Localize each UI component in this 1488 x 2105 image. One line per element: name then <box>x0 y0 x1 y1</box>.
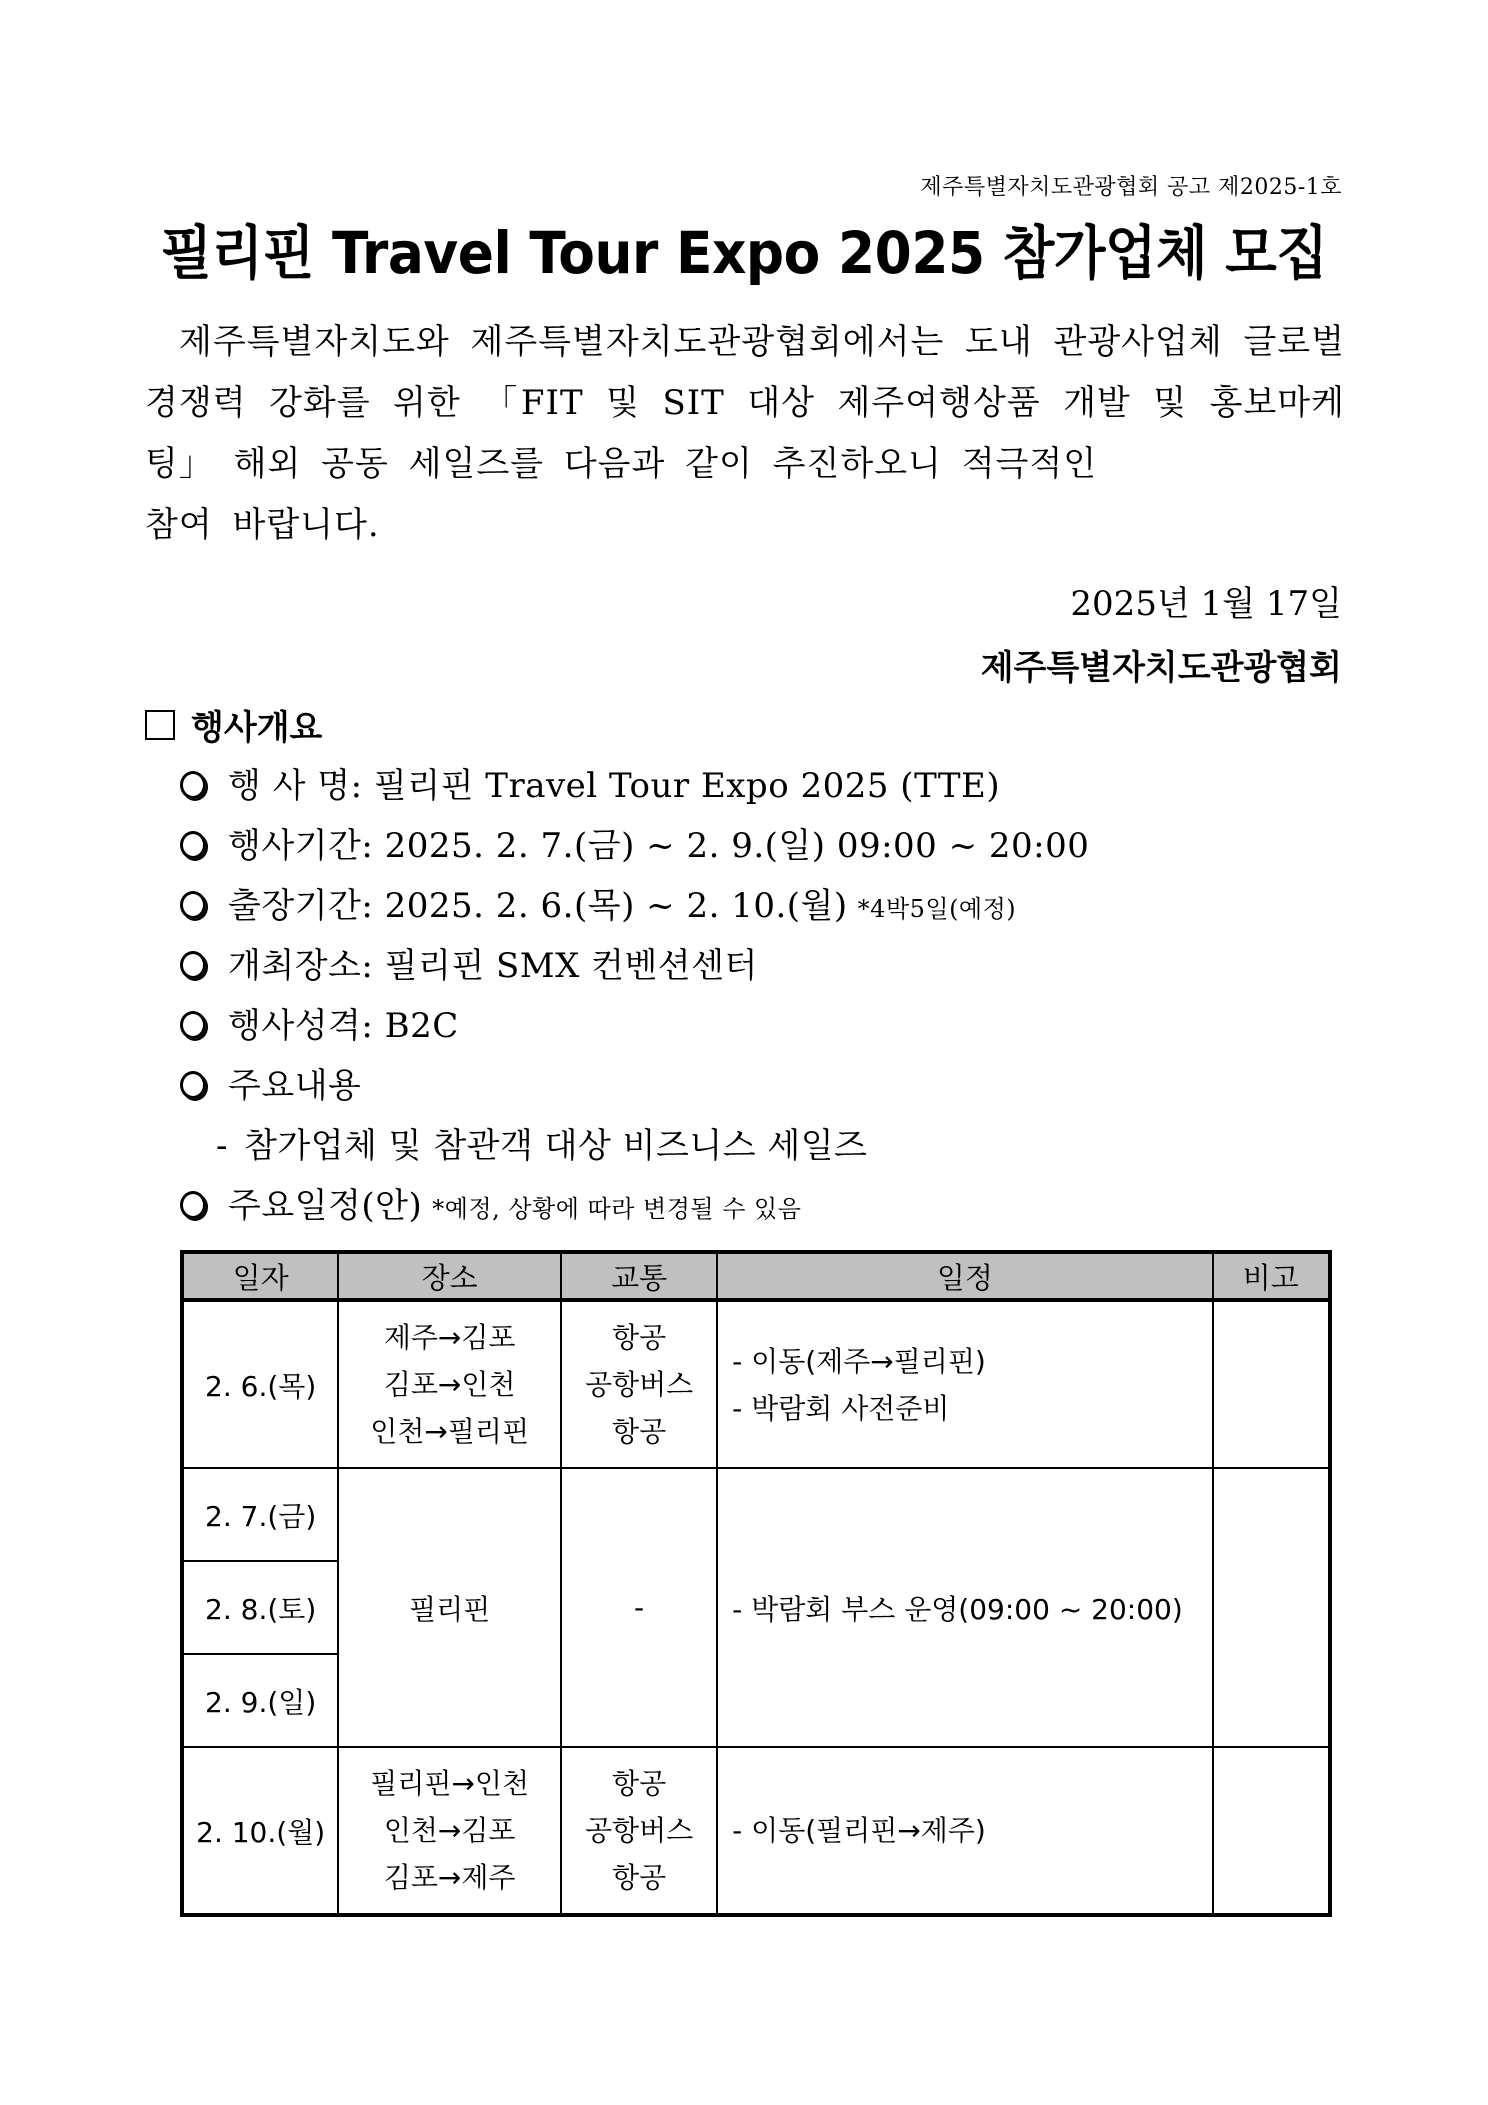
table-row <box>182 1300 1330 1468</box>
table-header-row <box>182 1252 1330 1300</box>
cell-date: 2. 6.(목) <box>182 1300 338 1468</box>
column-header-transport: 교통 <box>561 1252 717 1300</box>
item-value: 2025. 2. 7.(금) ~ 2. 9.(일) 09:00 ~ 20:00 <box>384 826 1090 866</box>
dash-bullet: - <box>216 1126 228 1166</box>
transport-line: 항공 <box>612 1321 667 1354</box>
cell-schedule <box>717 1300 1212 1468</box>
section-heading-text: 행사개요 <box>191 708 323 748</box>
table-row <box>182 1468 1330 1561</box>
transport-line: 공항버스 <box>584 1368 694 1401</box>
list-item-venue: 개최장소 : 필리핀 SMX 컨벤션센터 <box>180 938 1089 998</box>
item-value: 필리핀 Travel Tour Expo 2025 (TTE) <box>373 766 1001 806</box>
cell-remarks <box>1213 1747 1330 1915</box>
column-header-place: 장소 <box>338 1252 561 1300</box>
column-header-date: 일자 <box>182 1252 338 1300</box>
item-label: 주요내용 <box>228 1066 362 1106</box>
list-item-trip-period: 출장기간 : 2025. 2. 6.(목) ~ 2. 10.(월) *4박5일(예정) <box>180 878 1089 938</box>
cell-remarks <box>1213 1468 1330 1747</box>
overview-list <box>180 758 1089 1238</box>
place-line: 김포→제주 <box>383 1861 516 1894</box>
item-label: 행 사 명 <box>228 766 351 806</box>
circle-bullet-icon <box>180 951 206 979</box>
intro-line: 참여 바랍니다. <box>145 505 380 545</box>
cell-transport <box>561 1747 717 1915</box>
item-note: *예정, 상황에 따라 변경될 수 있음 <box>432 1195 802 1223</box>
cell-date: 2. 7.(금) <box>182 1468 338 1561</box>
cell-place: 필리핀 <box>338 1468 561 1747</box>
item-label: 개최장소 <box>228 946 362 986</box>
list-item-schedule <box>180 1178 1089 1238</box>
cell-date: 2. 8.(토) <box>182 1561 338 1654</box>
item-label: 출장기간 <box>228 886 362 926</box>
circle-bullet-icon <box>180 831 206 859</box>
transport-line: 항공 <box>612 1767 667 1800</box>
column-header-remarks: 비고 <box>1213 1252 1330 1300</box>
transport-line: 공항버스 <box>584 1814 694 1847</box>
cell-date: 2. 9.(일) <box>182 1654 338 1747</box>
intro-line: 글로벌 경쟁력 강화를 위한 「FIT 및 SIT 대상 제주여행상품 개발 및 <box>145 322 1345 423</box>
circle-bullet-icon <box>180 1011 206 1039</box>
list-item-event-period: 행사기간 : 2025. 2. 7.(금) ~ 2. 9.(일) 09:00 ~ 20:00 <box>180 818 1089 878</box>
circle-bullet-icon <box>180 771 206 799</box>
subitem-text: 참가업체 및 참관객 대상 비즈니스 세일즈 <box>244 1126 868 1166</box>
square-bullet-icon <box>145 710 175 740</box>
intro-line: 홍보마케팅」 해외 공동 세일즈를 다음과 같이 추진하오니 적극적인 <box>145 383 1345 484</box>
item-label: 행사성격 <box>228 1006 362 1046</box>
place-line: 제주→김포 <box>383 1321 516 1354</box>
cell-place <box>338 1747 561 1915</box>
circle-bullet-icon <box>180 1191 206 1219</box>
cell-schedule: - 박람회 부스 운영(09:00 ~ 20:00) <box>717 1468 1212 1747</box>
cell-schedule <box>717 1747 1212 1915</box>
place-line: 인천→필리핀 <box>370 1415 529 1448</box>
place-line: 인천→김포 <box>383 1814 516 1847</box>
issuing-organization: 제주특별자치도관광협회 <box>980 648 1342 688</box>
item-label: 행사기간 <box>228 826 362 866</box>
table-row <box>182 1747 1330 1915</box>
schedule-line: - 이동(필리핀→제주) <box>732 1814 986 1847</box>
column-header-schedule: 일정 <box>717 1252 1212 1300</box>
intro-line: 제주특별자치도와 제주특별자치도관광협회에서는 도내 관광사업체 <box>179 322 1223 362</box>
list-item-main-content <box>180 1058 1089 1118</box>
circle-bullet-icon <box>180 891 206 919</box>
list-item-event-type: 행사성격 : B2C <box>180 998 1089 1058</box>
section-heading-overview <box>145 700 322 749</box>
schedule-line: - 이동(제주→필리핀) <box>732 1344 986 1378</box>
intro-paragraph <box>145 312 1345 556</box>
announcement-date: 2025년 1월 17일 <box>1070 584 1342 624</box>
place-line: 김포→인천 <box>383 1368 516 1401</box>
circle-bullet-icon <box>180 1071 206 1099</box>
item-value: 필리핀 SMX 컨벤션센터 <box>384 946 758 986</box>
cell-transport <box>561 1300 717 1468</box>
page-title: 필리핀 Travel Tour Expo 2025 참가업체 모집 <box>160 219 1328 287</box>
schedule-line: - 박람회 사전준비 <box>732 1391 950 1425</box>
cell-place <box>338 1300 561 1468</box>
cell-transport: - <box>561 1468 717 1747</box>
item-note: *4박5일(예정) <box>857 895 1017 923</box>
transport-line: 항공 <box>612 1415 667 1448</box>
notice-number: 제주특별자치도관광협회 공고 제2025-1호 <box>920 175 1342 200</box>
cell-date: 2. 10.(월) <box>182 1747 338 1915</box>
item-value: 2025. 2. 6.(목) ~ 2. 10.(월) <box>384 886 848 926</box>
item-label: 주요일정(안) <box>228 1186 423 1226</box>
list-subitem-main-content <box>180 1118 1089 1178</box>
list-item-event-name: 행 사 명 : 필리핀 Travel Tour Expo 2025 (TTE) <box>180 758 1089 818</box>
item-value: B2C <box>384 1006 459 1046</box>
place-line: 필리핀→인천 <box>370 1767 529 1800</box>
schedule-table <box>180 1250 1332 1917</box>
transport-line: 항공 <box>612 1861 667 1894</box>
cell-remarks <box>1213 1300 1330 1468</box>
